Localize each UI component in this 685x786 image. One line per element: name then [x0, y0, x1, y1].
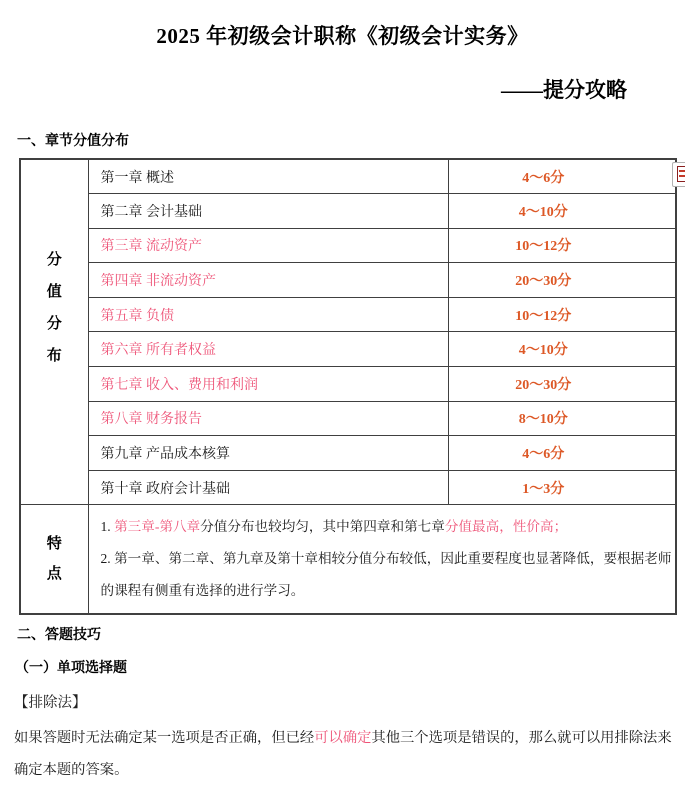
vertical-header-char: 特 — [46, 536, 62, 553]
vertical-header-char: 分 — [46, 316, 62, 333]
score-cell: 4～6分 — [449, 436, 677, 471]
chapter-cell: 第三章 流动资产 — [88, 228, 449, 263]
highlighted-text: 可以确定 — [314, 730, 372, 746]
text-line — [14, 754, 682, 786]
table-row — [20, 401, 676, 436]
table-row — [20, 470, 676, 505]
text-line — [101, 511, 672, 543]
table-row — [20, 159, 676, 194]
text-run: 确定本题的答案。 — [14, 762, 129, 778]
score-cell: 4～10分 — [449, 194, 677, 229]
score-cell: 1～3分 — [449, 470, 677, 505]
table-row — [20, 263, 676, 298]
vertical-header-char: 布 — [46, 348, 62, 365]
table-revision-marker-icon[interactable] — [672, 162, 685, 187]
highlighted-text: 分值最高，性价高； — [444, 519, 568, 535]
table-row — [20, 297, 676, 332]
section-2-sub-heading: （一）单项选择题 — [15, 659, 127, 675]
row-group-header-features — [20, 505, 88, 615]
document-title: 2025 年初级会计职称《初级会计实务》 — [156, 24, 529, 48]
table-row — [20, 194, 676, 229]
row-group-header-score-distribution — [20, 159, 88, 505]
text-run: 如果答题时无法确定某一选项是否正确，但已经 — [14, 730, 315, 746]
text-run: 其他三个选项是错误的，那么就可以用排除法来 — [371, 730, 672, 746]
text-line — [101, 543, 672, 575]
score-cell: 20～30分 — [449, 367, 677, 402]
text-run: 的课程有侧重有选择的进行学习。 — [100, 583, 305, 599]
table-notes-row — [20, 505, 676, 615]
chapter-cell: 第七章 收入、费用和利润 — [88, 367, 449, 402]
chapter-cell: 第五章 负债 — [88, 297, 449, 332]
text-run: 分值分布也较均匀，其中第四章和第七章 — [200, 519, 445, 535]
vertical-header-char: 值 — [46, 284, 62, 301]
answer-tip-paragraph — [14, 722, 682, 786]
table-row — [20, 436, 676, 471]
score-distribution-table — [19, 158, 677, 615]
text-run: 2. 第一章、第二章、第九章及第十章相较分值分布较低，因此重要程度也显著降低，要根据老师 — [100, 551, 672, 567]
notes-cell — [88, 505, 676, 615]
score-cell: 4～6分 — [449, 159, 677, 194]
chapter-cell: 第八章 财务报告 — [88, 401, 449, 436]
section-1-heading: 一、章节分值分布 — [17, 132, 129, 148]
text-line — [14, 722, 682, 754]
score-cell: 10～12分 — [449, 297, 677, 332]
table-row — [20, 367, 676, 402]
vertical-header-char: 分 — [46, 252, 62, 269]
chapter-cell: 第六章 所有者权益 — [88, 332, 449, 367]
score-cell: 8～10分 — [449, 401, 677, 436]
table-row — [20, 228, 676, 263]
text-line — [101, 575, 672, 607]
score-cell: 4～10分 — [449, 332, 677, 367]
method-label: 【排除法】 — [14, 695, 87, 711]
highlighted-text: 第三章-第八章 — [114, 519, 201, 535]
chapter-cell: 第四章 非流动资产 — [88, 263, 449, 298]
chapter-cell: 第九章 产品成本核算 — [88, 436, 449, 471]
score-table-body — [20, 159, 676, 614]
clipboard-glyph — [677, 166, 685, 182]
score-cell: 10～12分 — [449, 228, 677, 263]
section-2-heading: 二、答题技巧 — [17, 626, 101, 642]
vertical-header-char: 点 — [46, 566, 62, 583]
chapter-cell: 第一章 概述 — [88, 159, 449, 194]
text-run: 1. — [100, 519, 115, 535]
chapter-cell: 第二章 会计基础 — [88, 194, 449, 229]
table-row — [20, 332, 676, 367]
document-subtitle: ——提分攻略 — [501, 78, 627, 102]
score-cell: 20～30分 — [449, 263, 677, 298]
chapter-cell: 第十章 政府会计基础 — [88, 470, 449, 505]
